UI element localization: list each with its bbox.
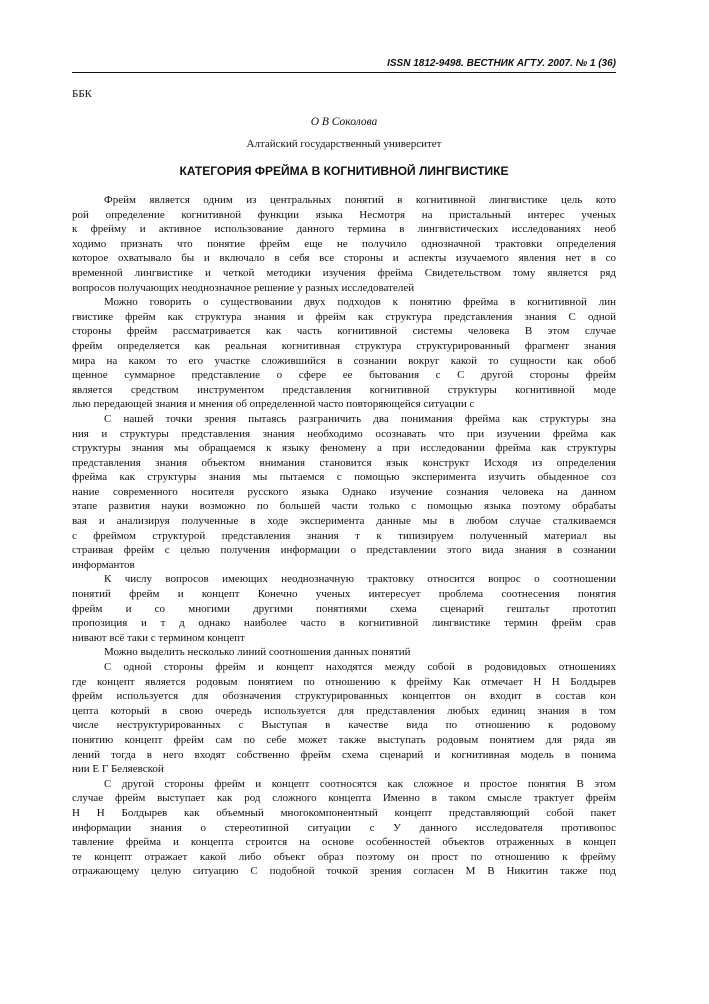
- body-line: щенное суммарное представление о сфере ее бытования с С другой стороны фрейм: [72, 369, 616, 382]
- body-line: информантов: [72, 558, 135, 571]
- body-line: вая и анализируя полученные в ходе эксперимента данные мы в любом случае сталкиваемся: [72, 515, 616, 528]
- body-line: понятий фрейм и концепт Конечно ученых интересует проблема соотнесения понятия: [72, 588, 616, 601]
- body-line: с фреймом структурой представления знания т к типизируем полученный материал вы: [72, 529, 616, 542]
- body-line: структуры знания мы обращаемся к языку феномену а при исследовании фрейма как структуры: [72, 442, 616, 455]
- body-line: С другой стороны фрейм и концепт соотносятся как сложное и простое понятия В этом: [104, 777, 616, 790]
- body-line: нание современного носителя русского языка Однако изучение сознания человека на данном: [72, 485, 616, 498]
- running-header: ISSN 1812-9498. ВЕСТНИК АГТУ. 2007. № 1 (36): [387, 58, 616, 69]
- article-title: КАТЕГОРИЯ ФРЕЙМА В КОГНИТИВНОЙ ЛИНГВИСТИКЕ: [179, 164, 509, 178]
- body-line: пропозиция и т д однако наиболее часто в когнитивной лингвистике термин фрейм срав: [72, 617, 616, 630]
- body-line: где концепт является родовым понятием по отношению к фрейму Как отмечает Н Н Болдырев: [72, 675, 616, 688]
- body-line: мира на каком то его участке сложившийся в сознании вокруг какой то сущности как обоб: [72, 354, 616, 367]
- body-line: Можно выделить несколько линий соотношения данных понятий: [104, 646, 411, 659]
- body-line: тавление фрейма и концепта строится на основе особенностей объектов отраженных в концеп: [72, 836, 616, 849]
- body-line: представления знания объектом внимания становится язык конструкт Исходя из определения: [72, 456, 616, 469]
- header-rule: [72, 72, 616, 73]
- body-line: вопросов получающих неоднозначное решение у разных исследователей: [72, 281, 415, 294]
- body-line: к фрейму и активное использование данного термина в лингвистических исследованиях необ: [72, 223, 616, 236]
- body-line: гвистике фрейм как структура знания и фрейм как структура представления знания С одной: [72, 310, 616, 323]
- body-line: ходимо признать что понятие фрейм еще не получило однозначной трактовки определения: [72, 237, 616, 250]
- bbk-code: ББК: [72, 88, 92, 100]
- body-line: Н Н Болдырев как объемный многокомпонентный концепт представляющий собой пакет: [72, 806, 616, 819]
- body-line: понятию концепт фрейм сам по себе может также выступать родовым понятием для ряда яв: [72, 733, 616, 746]
- body-line: нии Е Г Беляевской: [72, 763, 164, 776]
- author-affiliation: Алтайский государственный университет: [246, 138, 442, 150]
- body-line: страивая фрейм с целью получения информации о представлении этого вида знания в сознании: [72, 544, 616, 557]
- body-line: Можно говорить о существовании двух подходов к понятию фрейма в когнитивной лин: [104, 296, 616, 309]
- body-line: К числу вопросов имеющих неоднозначную трактовку относится вопрос о соотношении: [104, 573, 616, 586]
- body-line: Фрейм является одним из центральных понятий в когнитивной лингвистике цель кото: [104, 194, 616, 206]
- body-line: отражающему целую ситуацию С подобной точкой зрения согласен М В Никитин также под: [72, 865, 616, 878]
- body-line: нивают всё таки с термином концепт: [72, 631, 245, 644]
- body-line: случае фрейм выступает как род сложного концепта Именно в таком смысле трактует фрейм: [72, 792, 616, 805]
- body-line: рой определение когнитивной функции языка Несмотря на пристальный интерес ученых: [72, 208, 616, 221]
- body-line: фрейм и со многими другими понятиями схема сценарий гештальт прототип: [72, 602, 616, 615]
- body-line: С нашей точки зрения пытаясь разграничить два понимания фрейма как структуры зна: [104, 412, 616, 425]
- body-line: временной лингвистике и четкой методики изучения фрейма Свидетельством тому является ряд: [72, 266, 616, 279]
- body-line: фрейма как структуры знания мы пытаемся с помощью эксперимента изучить обыденное соз: [72, 471, 616, 484]
- body-line: является средством инструментом представления когнитивной структуры когнитивной моде: [72, 383, 616, 396]
- body-line: ния и структуры представления знания необходимо осознавать что при изучении фрейма как: [72, 427, 616, 440]
- body-line: те концепт отражает какой либо объект образ поэтому он прост по отношению к фрейму: [72, 850, 616, 863]
- body-line: этапе развития науки возможно по большей части только с помощью языка поэтому обрабаты: [72, 500, 616, 513]
- body-line: С одной стороны фрейм и концепт находятся между собой в родовидовых отношениях: [104, 661, 616, 673]
- body-line: лью передающей знания и мнения об определенной часто повторяющейся ситуации с: [72, 398, 475, 411]
- body-line: стороны фрейм рассматривается как часть когнитивной системы человека В этом случае: [72, 325, 616, 338]
- body-line: цепта который в свою очередь используется для представления любых единиц знания в том: [72, 704, 616, 717]
- article-body: [72, 193, 616, 879]
- body-line: информации знания о стереотипной ситуации с У данного исследователя противопос: [72, 821, 616, 834]
- author-name: О В Соколова: [310, 116, 378, 128]
- body-line: фрейм определяется как реальная когнитивная структура структурированный фрагмент знания: [72, 339, 616, 352]
- body-line: которое охватывало бы и включало в себя все стороны и аспекты изучаемого явления нет в со: [72, 252, 616, 265]
- body-line: числе неструктурированных с Выступая в качестве вида по отношению к родовому: [72, 719, 616, 732]
- body-line: лений тогда в него входят собственно фрейм схема сценарий и когнитивная модель в понима: [72, 748, 616, 761]
- body-line: фрейм используется для обозначения структурированных концептов он входит в состав кон: [72, 690, 616, 703]
